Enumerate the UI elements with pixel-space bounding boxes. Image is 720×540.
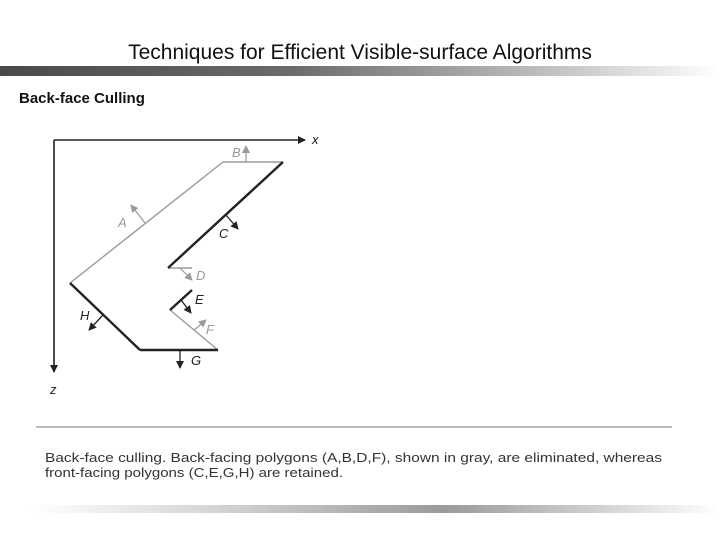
polygon-c bbox=[168, 162, 283, 268]
polygon-b bbox=[223, 145, 283, 162]
polygon-e-label: E bbox=[195, 292, 204, 307]
polygon-a-label: A bbox=[118, 215, 127, 230]
polygon-f bbox=[170, 310, 218, 350]
polygon-f-label: F bbox=[206, 322, 214, 337]
caption-line-1: Back-face culling. Back-facing polygons (A,B,D,F), shown in gray, are eliminated, whereas bbox=[45, 450, 663, 465]
bottom-divider-bar bbox=[30, 505, 720, 513]
polygon-g bbox=[140, 350, 218, 368]
polygon-c-label: C bbox=[219, 226, 229, 241]
x-axis-label: x bbox=[312, 132, 319, 147]
polygon-g-label: G bbox=[191, 353, 202, 368]
polygon-h bbox=[70, 283, 140, 350]
polygon-d-label: D bbox=[196, 268, 206, 283]
polygon-e bbox=[170, 290, 204, 313]
polygon-d bbox=[168, 268, 205, 283]
polygon-h-label: H bbox=[80, 308, 90, 323]
polygon-b-label: B bbox=[232, 145, 241, 160]
slide-subtitle: Back-face Culling bbox=[19, 90, 145, 107]
z-axis-label: z bbox=[50, 382, 57, 397]
slide-title: Techniques for Efficient Visible-surface Algorithms bbox=[128, 41, 592, 64]
polygon-a bbox=[70, 162, 223, 283]
caption-line-2: front-facing polygons (C,E,G,H) are retained. bbox=[45, 465, 343, 480]
